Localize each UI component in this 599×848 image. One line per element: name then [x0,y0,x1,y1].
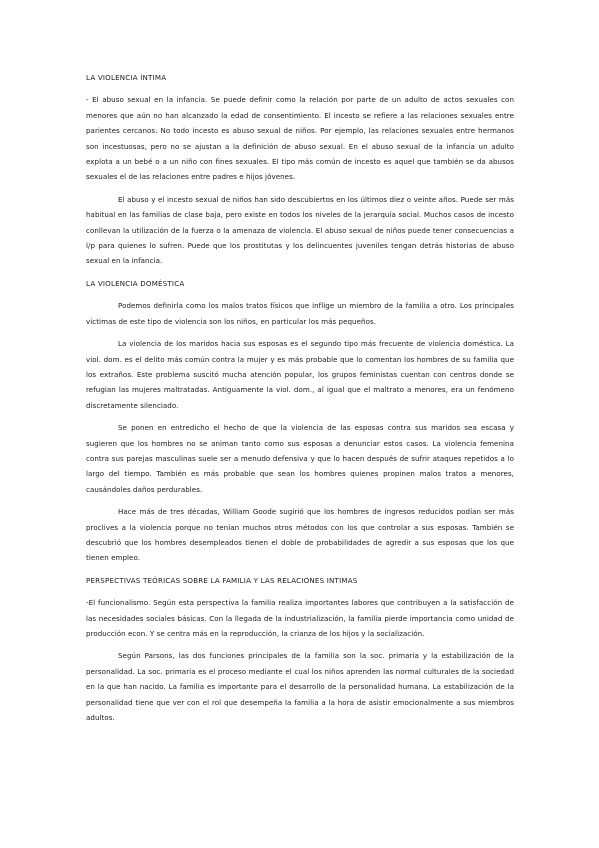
paragraph-abuso-sexual: - El abuso sexual en la infancia. Se puede definir como la relación por parte de un adulto de actos sexuales con menores que aún no han alcanzado la edad de consentimiento. El incesto se refiere a las relaciones sexuales entre parientes cercanos. No todo incesto es abuso sexual de niños. Por ejemplo, las relaciones sexuales entre hermanos son incestuosas, pero no se ajustan a la definición de abuso sexual. En el abuso sexual de la infancia un adulto explota a un bebé o a un niño con fines sexuales. El tipo más común de incesto es aquel que también se da abusos sexuales el de las relaciones entre padres e hijos jóvenes. [86,95,514,182]
section-heading-violencia-intima: LA VIOLENCIA ÍNTIMA [86,73,167,82]
paragraph-violencia-esposas: Se ponen en entredicho el hecho de que la violencia de las esposas contra sus maridos sea escasa y sugieren que los hombres no se animan tanto como sus esposas a denunciar estos casos. La violencia femenina contra sus parejas masculinas suele ser a menudo defensiva y que lo hacen después de sufrir ataques repetidos a lo largo del tiempo. También es más probable que sean los hombres quienes propinen malos tratos a menores, causándoles daños perdurables. [86,423,514,494]
section-heading-violencia-domestica: LA VIOLENCIA DOMÉSTICA [86,278,185,288]
paragraph-funcionalismo: -El funcionalismo. Según esta perspectiva la familia realiza importantes labores que contribuyen a la satisfacción de las necesidades sociales básicas. Con la llegada de la industrialización, la familia pierde importancia como unidad de producción econ. Y se centra más en la reproducción, la crianza de los hijos y la socialización. [86,598,514,638]
paragraph-parsons: Según Parsons, las dos funciones principales de la familia son la soc. primaria y la estabilización de la personalidad. La soc. primaria es el proceso mediante el cual los niños aprenden las normal culturales de la sociedad en la que han nacido. La familia es importante para el desarrollo de la personalidad humana. La estabilización de la personalidad tiene que ver con el rol que desempeña la familia a la hora de asistir emocionalmente a sus miembros adultos. [86,651,514,723]
paragraph-definicion-violencia-domestica: Podemos definirla como los malos tratos físicos que inflige un miembro de la familia a otro. Los principales víctimas de este tipo de violencia son los niños, en particular los más pequeños. [86,301,514,326]
paragraph-incesto: El abuso y el incesto sexual de niños han sido descubiertos en los últimos diez o veinte años. Puede ser más habitual en las familias de clase baja, pero existe en todos los niveles de la jerarquía social. Muchos casos de incesto conllevan la utilización de la fuerza o la amenaza de violencia. El abuso sexual de niños puede tener consecuencias a l/p para quienes lo sufren. Puede que los prostitutas y los delincuentes juveniles tengan detrás historias de abuso sexual en la infancia. [86,194,514,266]
paragraph-william-goode: Hace más de tres décadas, William Goode sugirió que los hombres de ingresos reducidos podían ser más proclives a la violencia porque no tenían muchos otros métodos con los que controlar a sus esposas. También se descubrió que los hombres desempleados tienen el doble de probabilidades de agredir a sus esposas que los que tienen empleo. [86,507,514,563]
paragraph-violencia-maridos: La violencia de los maridos hacia sus esposas es el segundo tipo más frecuente de violencia doméstica. La viol. dom. es el delito más común contra la mujer y es más probable que lo comentan los hombres de su familia que los extraños. Este problema suscitó mucha atención popular, los grupos feministas cuentan con centros donde se refugian las mujeres maltratadas. Antiguamente la viol. dom., al igual que el maltrato a menores, era un fenómeno discretamente silenciado. [86,339,514,410]
document-body [86,70,514,725]
section-heading-perspectivas-teoricas: PERSPECTIVAS TEÓRICAS SOBRE LA FAMILIA Y LAS RELACIONES INTIMAS [86,575,358,585]
